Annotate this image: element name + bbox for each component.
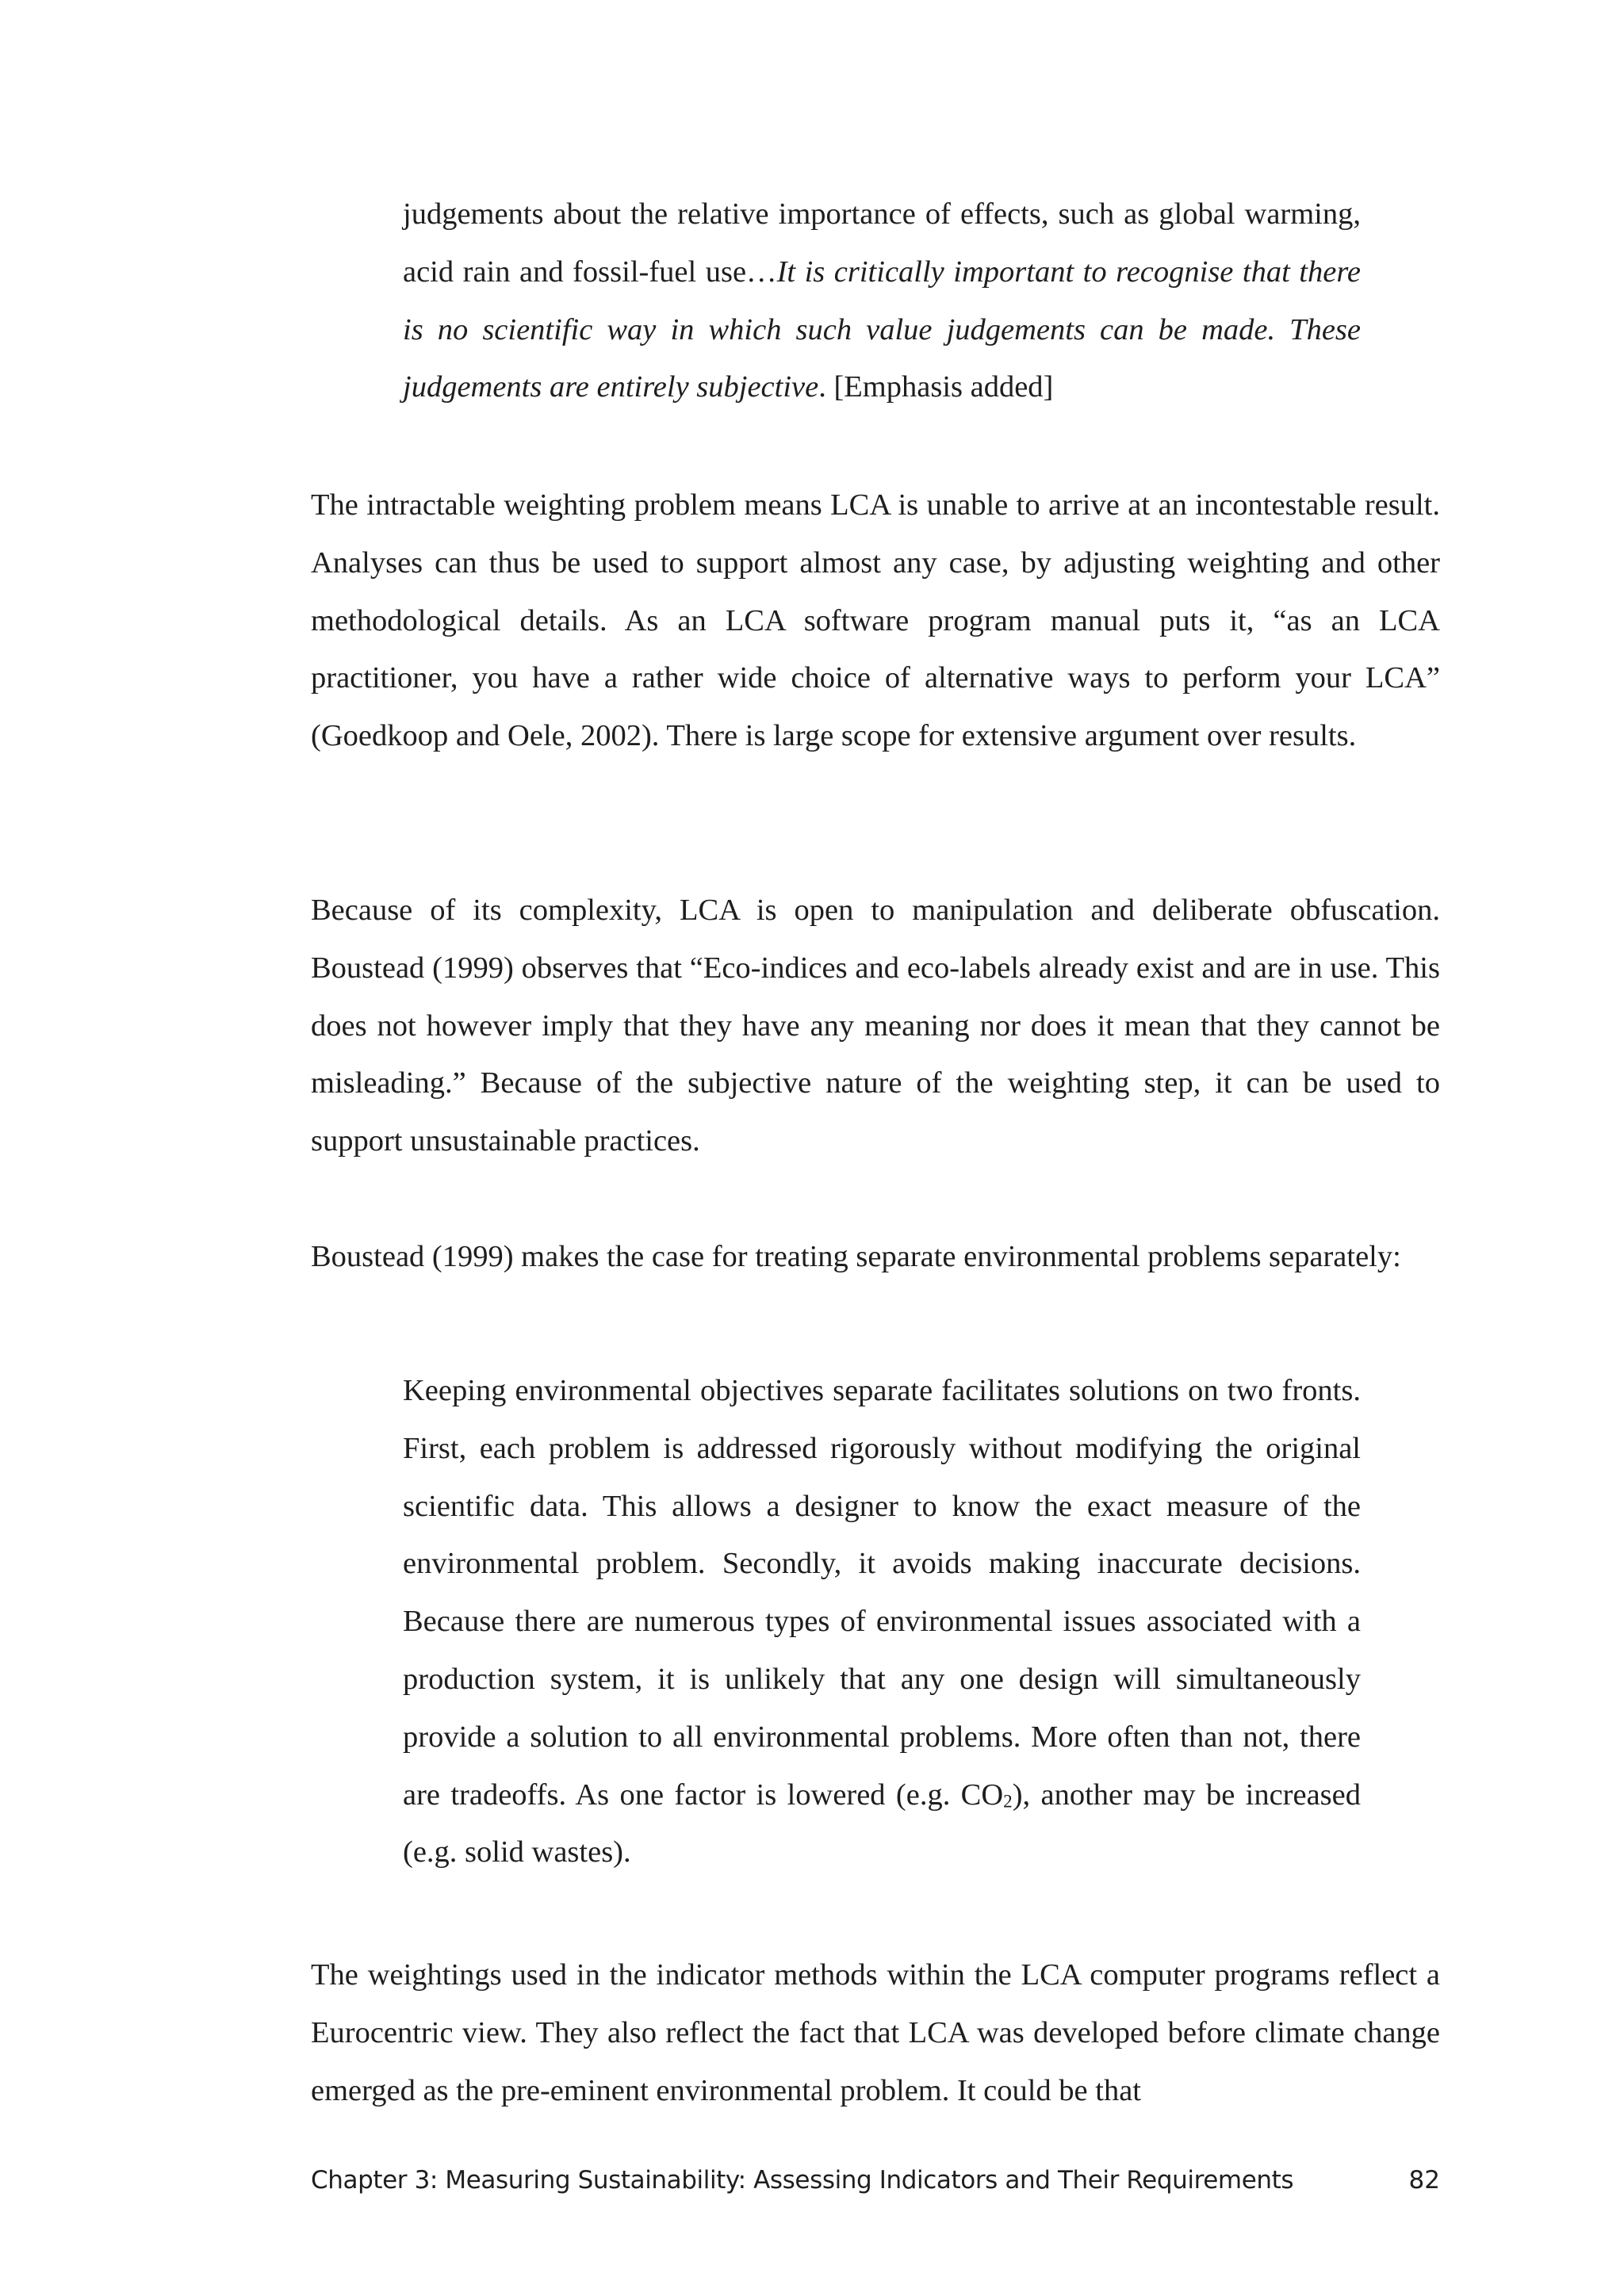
block-quote-boustead bbox=[403, 1362, 1361, 1881]
page-footer bbox=[311, 2166, 1440, 2206]
quote-text-end: . [Emphasis added] bbox=[818, 370, 1054, 404]
subscript-2: 2 bbox=[1003, 1790, 1013, 1812]
block-quote-emphasis bbox=[403, 186, 1361, 416]
paragraph-eurocentric: The weightings used in the indicator methods within the LCA computer programs reflect a Eurocentric view. They also reflect the fact that LCA was developed before climate change emerged as the pre-eminent environmental problem. It could be that bbox=[311, 1958, 1440, 2107]
paragraph-boustead-intro: Boustead (1999) makes the case for treating separate environmental problems separately: bbox=[311, 1240, 1401, 1273]
paragraph-complexity: Because of its complexity, LCA is open to manipulation and deliberate obfuscation. Boustead (1999) observes that “Eco-indices and eco-labels already exist and are in use. This does not however imply that they have any meaning nor does it mean that they cannot be misleading.” Because of the subjective nature of the weighting step, it can be used to support unsustainable practices. bbox=[311, 894, 1440, 1158]
footer-chapter-title: Chapter 3: Measuring Sustainability: Assessing Indicators and Their Requirements bbox=[311, 2166, 1294, 2195]
quote-text-end: ), another may be increased (e.g. solid wastes). bbox=[403, 1777, 1362, 1869]
quote-text-italic: It is critically important to recognise that there is no scientific way in which such value judgements can be made. These judgements are entirely subjective bbox=[403, 254, 1361, 404]
quote-text-normal: judgements about the relative importance of effects, such as global warming, acid rain and fossil-fuel use… bbox=[403, 197, 1361, 289]
paragraph-weighting-problem: The intractable weighting problem means LCA is unable to arrive at an incontestable result. Analyses can thus be used to support almost any case, by adjusting weighting and other methodological details. As an LCA software program manual puts it, “as an LCA practitioner, you have a rather wide choice of alternative ways to perform your LCA” (Goedkoop and Oele, 2002). There is large scope for extensive argument over results. bbox=[311, 488, 1440, 753]
quote-text: Keeping environmental objectives separate facilitates solutions on two fronts. First, each problem is addressed rigorously without modifying the original scientific data. This allows a designer to know the exact measure of the environmental problem. Secondly, it avoids making inaccurate decisions. Because there are numerous types of environmental issues associated with a production system, it is unlikely that any one design will simultaneously provide a solution to all environmental problems. More often than not, there are tradeoffs. As one factor is lowered (e.g. CO bbox=[403, 1374, 1361, 1812]
footer-page-number: 82 bbox=[1408, 2166, 1440, 2195]
